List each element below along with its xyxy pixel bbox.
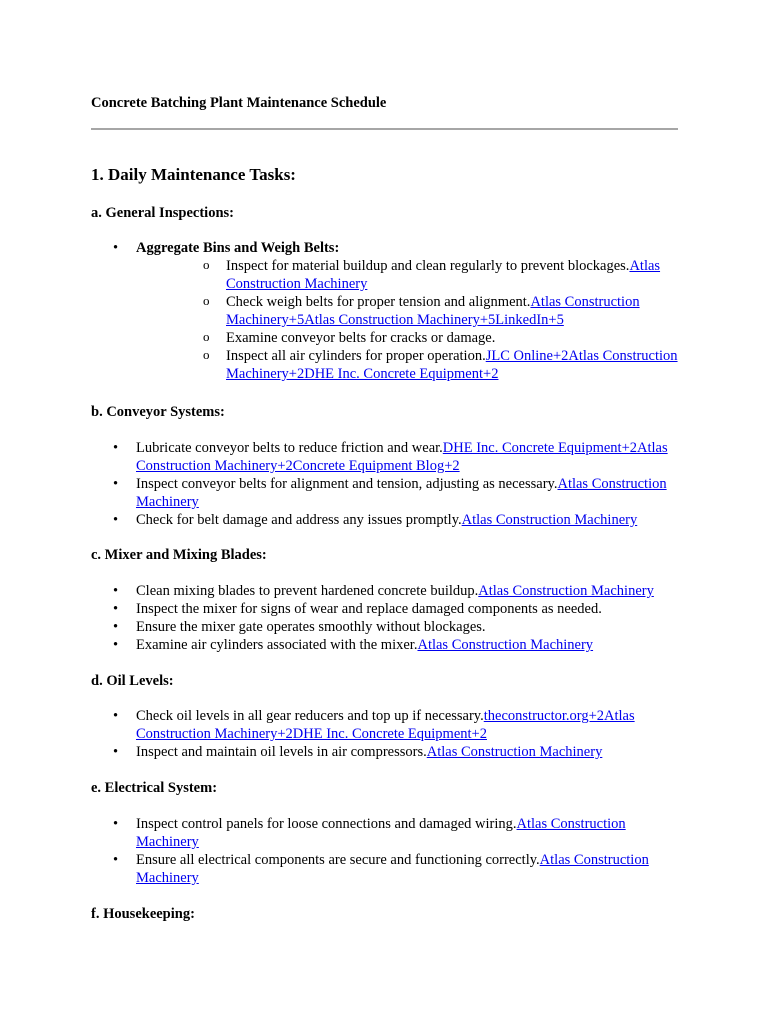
- list-item: [91, 851, 681, 887]
- source-link[interactable]: Atlas Construction Machinery: [136, 476, 667, 510]
- sub-list-item-text: Inspect for material buildup and clean regularly to prevent blockages.: [226, 258, 630, 274]
- list-item-text: Ensure the mixer gate operates smoothly without blockages.: [136, 619, 486, 635]
- general-inspections-list: [91, 239, 681, 383]
- list-item-text: Examine air cylinders associated with the mixer.: [136, 637, 418, 653]
- sub-list-item: [136, 293, 681, 329]
- list-item: [91, 475, 681, 511]
- subsection-heading-general-inspections: a. General Inspections:: [91, 205, 234, 221]
- source-link[interactable]: JLC Online+2Atlas Construction Machinery+2DHE Inc. Concrete Equipment+2: [226, 348, 678, 382]
- list-item: [91, 636, 681, 654]
- source-link[interactable]: Atlas Construction Machinery: [136, 816, 626, 850]
- source-link[interactable]: Atlas Construction Machinery: [136, 852, 649, 886]
- source-link[interactable]: theconstructor.org+2Atlas Construction Machinery+2DHE Inc. Concrete Equipment+2: [136, 708, 635, 742]
- sub-list: [136, 257, 681, 383]
- list-item-text: Clean mixing blades to prevent hardened concrete buildup.: [136, 583, 479, 599]
- source-link[interactable]: Atlas Construction Machinery: [478, 583, 654, 599]
- subsection-heading-mixer-blades: c. Mixer and Mixing Blades:: [91, 547, 267, 563]
- source-link[interactable]: Atlas Construction Machinery: [426, 744, 603, 760]
- list-item: [91, 439, 681, 475]
- list-item-text: Lubricate conveyor belts to reduce friction and wear.: [136, 440, 443, 456]
- source-link[interactable]: DHE Inc. Concrete Equipment+2Atlas Construction Machinery+2Concrete Equipment Blog+2: [136, 440, 668, 474]
- section-heading-daily-maintenance: 1. Daily Maintenance Tasks:: [91, 165, 296, 184]
- list-item: [91, 600, 681, 618]
- list-item-text: Check oil levels in all gear reducers and top up if necessary.: [136, 708, 484, 724]
- sub-list-item-text: Inspect all air cylinders for proper operation.: [226, 348, 486, 364]
- list-item: [91, 618, 681, 636]
- electrical-system-list: [91, 815, 681, 887]
- mixer-blades-list: [91, 582, 681, 654]
- list-item-text: Inspect conveyor belts for alignment and tension, adjusting as necessary.: [136, 476, 558, 492]
- list-item: [91, 743, 681, 761]
- list-item: [91, 239, 681, 383]
- source-link[interactable]: Atlas Construction Machinery: [226, 258, 661, 292]
- sub-list-item: [136, 257, 681, 293]
- horizontal-rule: [91, 128, 678, 130]
- list-item: [91, 511, 681, 529]
- sub-list-item: [136, 329, 681, 347]
- subsection-heading-electrical-system: e. Electrical System:: [91, 780, 218, 796]
- list-item-text: Check for belt damage and address any issues promptly.: [136, 512, 462, 528]
- list-item: [91, 815, 681, 851]
- oil-levels-list: [91, 707, 681, 761]
- sub-list-item: [136, 347, 681, 383]
- subsection-heading-oil-levels: d. Oil Levels:: [91, 673, 174, 689]
- conveyor-systems-list: [91, 439, 681, 529]
- list-item-label: Aggregate Bins and Weigh Belts:: [136, 240, 340, 256]
- list-item: [91, 707, 681, 743]
- subsection-heading-conveyor-systems: b. Conveyor Systems:: [91, 404, 225, 420]
- subsection-heading-housekeeping: f. Housekeeping:: [91, 906, 195, 922]
- source-link[interactable]: Atlas Construction Machinery: [461, 512, 638, 528]
- document-title: Concrete Batching Plant Maintenance Schedule: [91, 95, 387, 111]
- sub-list-item-text: Examine conveyor belts for cracks or damage.: [226, 330, 496, 346]
- source-link[interactable]: Atlas Construction Machinery+5Atlas Construction Machinery+5LinkedIn+5: [226, 294, 640, 328]
- source-link[interactable]: Atlas Construction Machinery: [417, 637, 594, 653]
- list-item-text: Inspect control panels for loose connections and damaged wiring.: [136, 816, 517, 832]
- list-item: [91, 582, 681, 600]
- list-item-text: Inspect and maintain oil levels in air compressors.: [136, 744, 427, 760]
- list-item-text: Ensure all electrical components are secure and functioning correctly.: [136, 852, 540, 868]
- list-item-text: Inspect the mixer for signs of wear and replace damaged components as needed.: [136, 601, 602, 617]
- sub-list-item-text: Check weigh belts for proper tension and alignment.: [226, 294, 531, 310]
